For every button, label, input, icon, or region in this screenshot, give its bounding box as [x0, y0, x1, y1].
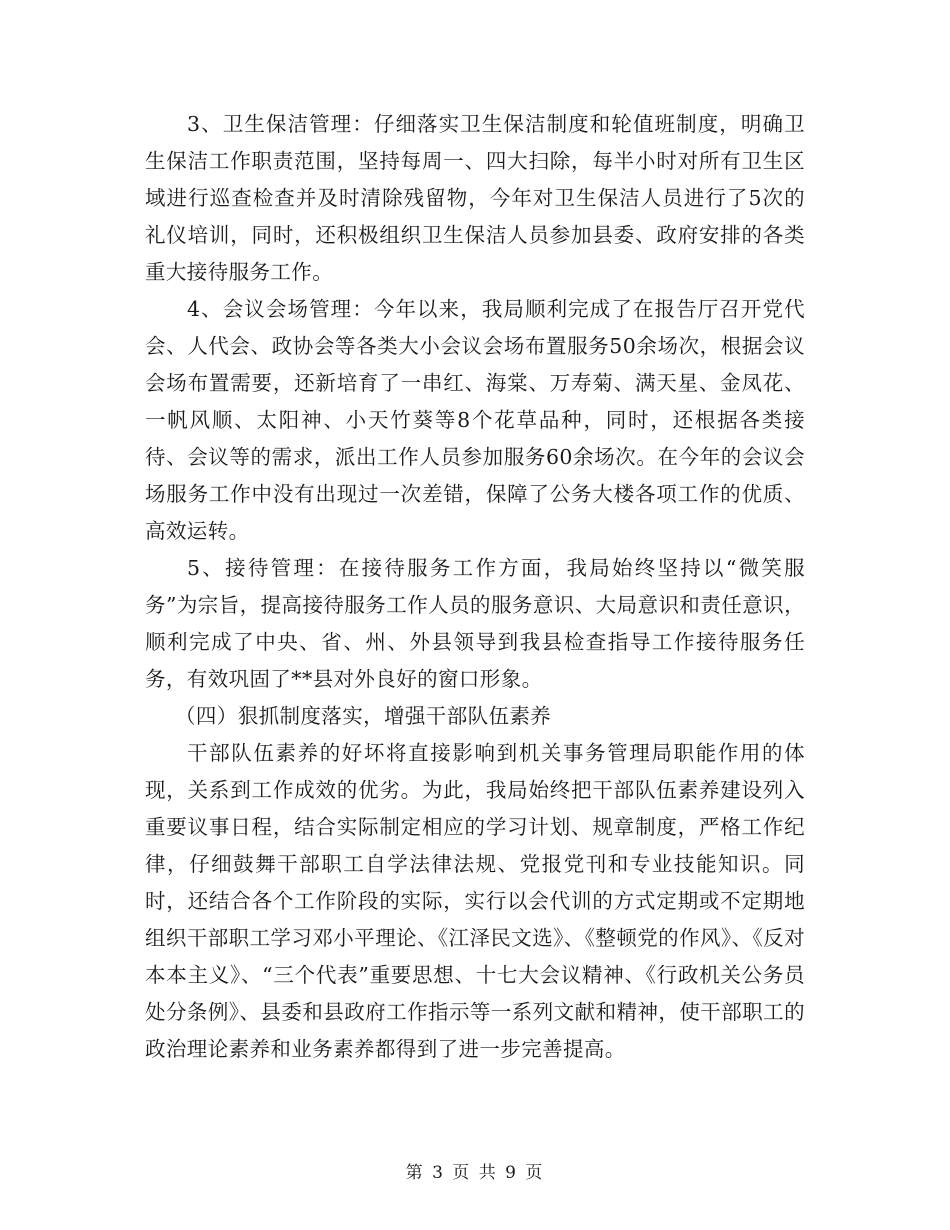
document-page — [145, 106, 805, 1068]
section-heading: （四）狠抓制度落实，增强干部队伍素养 — [175, 704, 552, 728]
paragraph-meeting-venue: 4、会议会场管理：今年以来，我局顺利完成了在报告厅召开党代会、人代会、政协会等各类大小会议会场布置服务50余场次，根据会议会场布置需要，还新培育了一串红、海棠、万寿菊、满天星、金凤花、一帆风顺、太阳神、小天竹葵等8个花草品种，同时，还根据各类接待、会议等的需求，派出工作人员参加服务60余场次。在今年的会议会场服务工作中没有出现过一次差错，保障了公务大楼各项工作的优质、高效运转。 — [145, 297, 805, 543]
paragraph-cadre-quality: 干部队伍素养的好坏将直接影响到机关事务管理局职能作用的体现，关系到工作成效的优劣。为此，我局始终把干部队伍素养建设列入重要议事日程，结合实际制定相应的学习计划、规章制度，严格工作纪律，仔细鼓舞干部职工自学法律法规、党报党刊和专业技能知识。同时，还结合各个工作阶段的实际，实行以会代训的方式定期或不定期地组织干部职工学习邓小平理论、《江泽民文选》、《整顿党的作风》、《反对本本主义》、“三个代表”重要思想、十七大会议精神、《行政机关公务员处分条例》、县委和县政府工作指示等一系列文献和精神，使干部职工的政治理论素养和业务素养都得到了进一步完善提高。 — [145, 741, 805, 1061]
paragraph-reception: 5、接待管理：在接待服务工作方面，我局始终坚持以“微笑服务”为宗旨，提高接待服务工作人员的服务意识、大局意识和责任意识，顺利完成了中央、省、州、外县领导到我县检查指导工作接待服务任务，有效巩固了**县对外良好的窗口形象。 — [145, 556, 805, 691]
page-footer: 第 3 页 共 9 页 — [405, 1163, 545, 1183]
paragraph-sanitation: 3、卫生保洁管理：仔细落实卫生保洁制度和轮值班制度，明确卫生保洁工作职责范围，坚持每周一、四大扫除，每半小时对所有卫生区域进行巡查检查并及时清除残留物，今年对卫生保洁人员进行了5次的礼仪培训，同时，还积极组织卫生保洁人员参加县委、政府安排的各类重大接待服务工作。 — [145, 112, 805, 284]
